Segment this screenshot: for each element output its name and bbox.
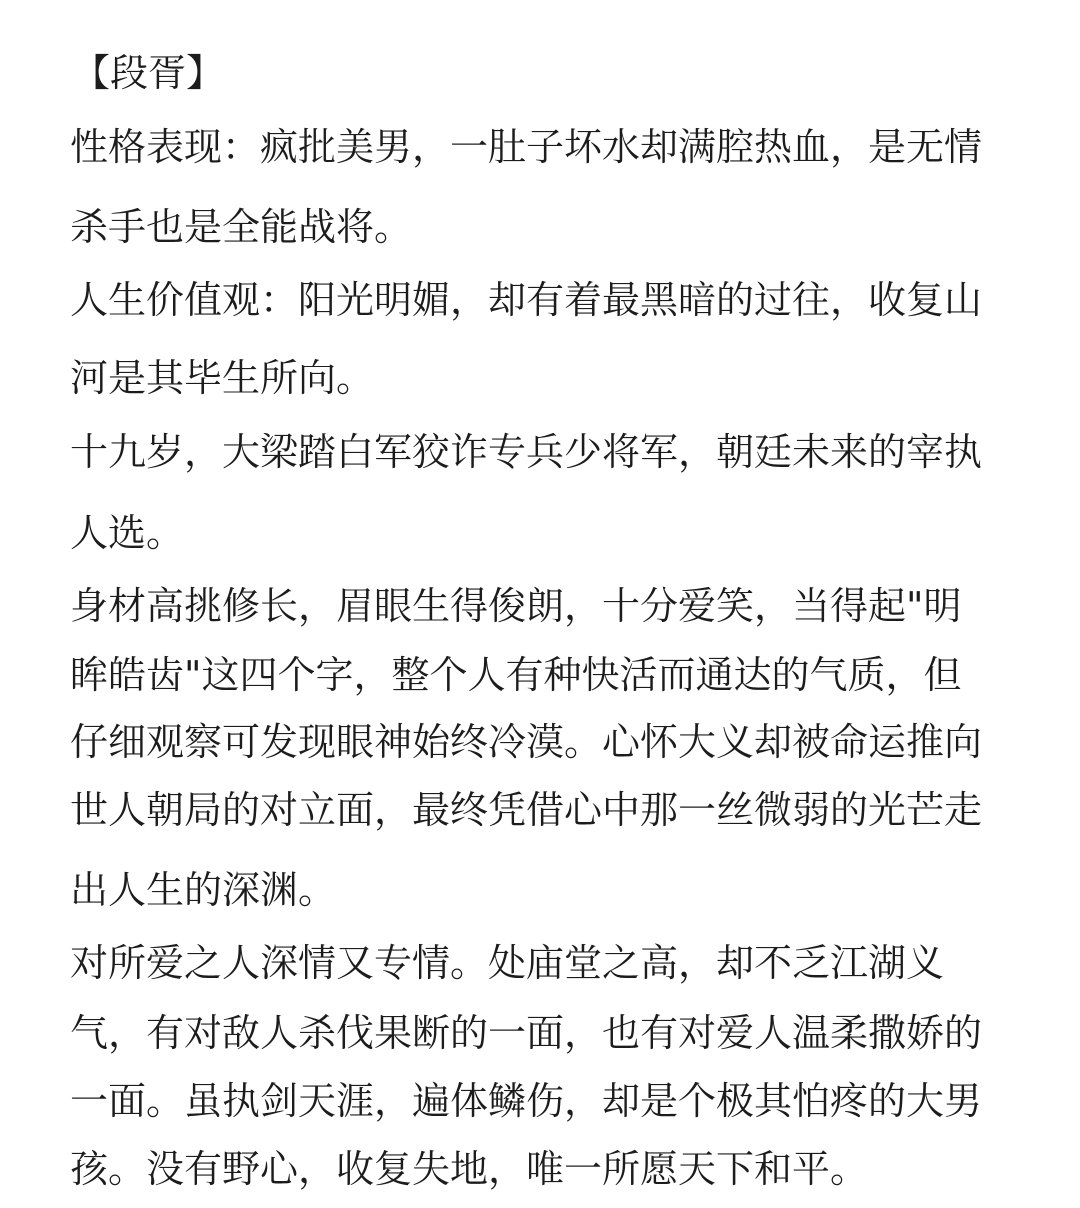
text-line: 眸皓齿"这四个字，整个人有种快活而通达的气质，但 xyxy=(70,653,962,697)
text-line: 一面。虽执剑天涯，遍体鳞伤，却是个极其怕疼的大男 xyxy=(70,1079,983,1123)
text-line: 世人朝局的对立面，最终凭借心中那一丝微弱的光芒走 xyxy=(70,788,983,832)
text-line: 性格表现：疯批美男，一肚子坏水却满腔热血，是无情 xyxy=(70,125,983,169)
text-line: 对所爱之人深情又专情。处庙堂之高，却不乏江湖义 xyxy=(70,941,945,985)
text-line: 气，有对敌人杀伐果断的一面，也有对爱人温柔撒娇的 xyxy=(70,1011,983,1055)
text-line: 孩。没有野心，收复失地，唯一所愿天下和平。 xyxy=(70,1147,869,1191)
doc-title: 【段胥】 xyxy=(72,51,225,95)
text-line: 河是其毕生所向。 xyxy=(70,356,375,400)
text-line: 身材高挑修长，眉眼生得俊朗，十分爱笑，当得起"明 xyxy=(70,584,962,628)
text-line: 杀手也是全能战将。 xyxy=(70,205,413,249)
text-line: 仔细观察可发现眼神始终冷漠。心怀大义却被命运推向 xyxy=(70,720,983,764)
text-line: 人生价值观：阳光明媚，却有着最黑暗的过往，收复山 xyxy=(70,278,983,322)
text-line: 十九岁，大梁踏白军狡诈专兵少将军，朝廷未来的宰执 xyxy=(70,430,983,474)
text-line: 人选。 xyxy=(70,511,185,555)
text-line: 出人生的深渊。 xyxy=(70,868,337,912)
